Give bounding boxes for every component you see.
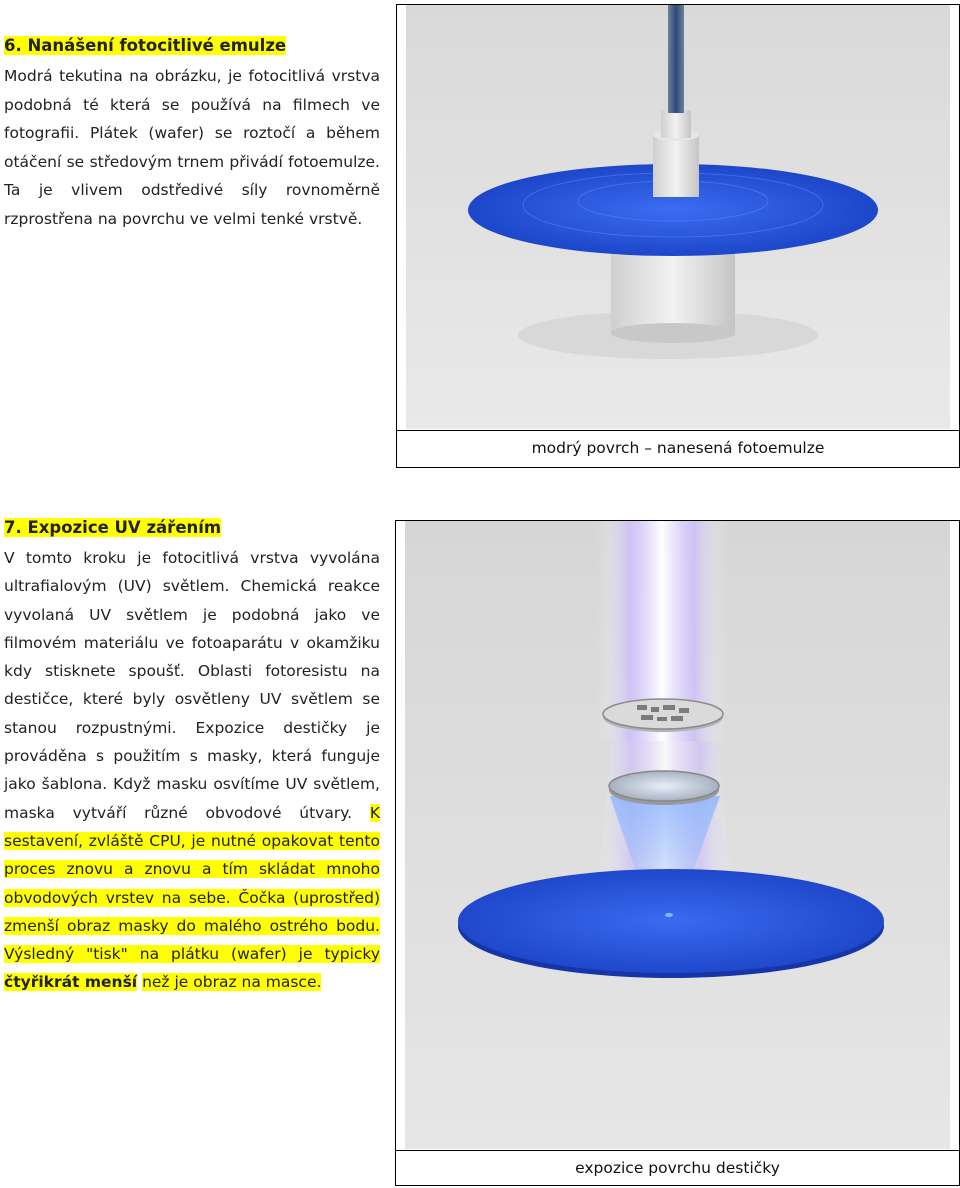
section-7-text-plain: V tomto kroku je fotocitlivá vrstva vyvolána ultrafialovým (UV) světlem. Chemická reakce vyvolaná UV světlem je podobná jako ve filmovém materiálu ve fotoaparátu v okamžiku kdy stisknete spoušť. Oblasti fotoresistu na destičce, které byly osvětleny UV světlem se stanou rozpustnými. Expozice destičky je prováděna s použitím s masky, která funguje jako šablona. Když masku osvítíme UV světlem, maska vytváří různé obvodové útvary. [4,549,380,822]
section-6 [4,34,380,233]
section-7 [4,516,380,997]
figure-uv-exposure [395,520,960,1186]
figure-1-caption-divider [397,430,959,431]
figure-2-caption: expozice povrchu destičky [575,1159,780,1177]
section-7-paragraph [4,544,380,997]
section-6-paragraph: Modrá tekutina na obrázku, je fotocitlivá vrstva podobná té která se používá na filmech ve fotografii. Plátek (wafer) se roztočí a během otáčení se středovým trnem přivádí fotoemulze. Ta je vlivem odstředivé síly rovnoměrně rzprostřena na povrchu ve velmi tenké vrstvě. [4,67,380,228]
uv-exposure-render [405,521,950,1149]
section-7-heading: 7. Expozice UV zářením [4,518,222,537]
spin-coating-render [406,5,950,429]
section-6-heading: 6. Nanášení fotocitlivé emulze [4,36,287,55]
figure-1-caption: modrý povrch – nanesená fotoemulze [531,439,825,457]
spin-coating-illustration [406,5,950,429]
figure-spin-coating [396,4,960,468]
section-7-text-highlight-bold: čtyřikrát menší [4,973,138,992]
section-7-text-highlight-end: než je obraz na masce. [142,973,322,992]
figure-2-caption-divider [396,1150,959,1151]
uv-exposure-illustration [405,521,950,1149]
section-7-text-highlight: K sestavení, zvláště CPU, je nutné opakovat tento proces znovu a znovu a tím skládat mnoho obvodových vrstev na sebe. Čočka (uprostřed) zmenší obraz masky do malého ostrého bodu. Výsledný "tisk" na plátku (wafer) je typicky [4,803,380,964]
